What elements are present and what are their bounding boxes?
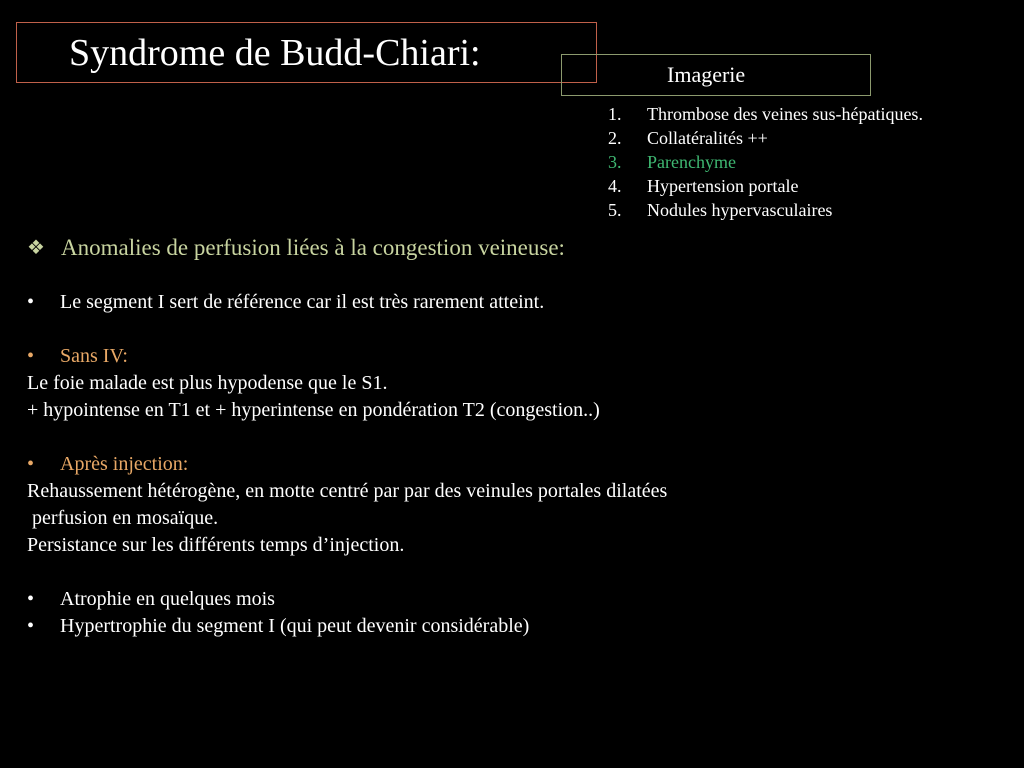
bullet-dot-icon: • — [27, 291, 35, 313]
bullet-dot-icon: • — [27, 588, 35, 610]
bullet-atrophie — [27, 586, 1007, 613]
spacer — [27, 424, 1007, 451]
spacer — [27, 559, 1007, 586]
step-item-5 — [608, 198, 923, 222]
step-number: 3. — [608, 152, 622, 172]
apres-line-1: Rehaussement hétérogène, en motte centré par par des veinules portales dilatées — [27, 480, 668, 502]
sans-iv-line-2: + hypointense en T1 et + hyperintense en pondération T2 (congestion..) — [27, 399, 600, 421]
perfusion-heading — [27, 234, 1007, 262]
perfusion-heading-text: Anomalies de perfusion liées à la congestion veineuse: — [61, 235, 565, 260]
spacer — [27, 262, 1007, 289]
bullet-segment-reference — [27, 289, 1007, 316]
slide-title: Syndrome de Budd-Chiari: — [69, 32, 481, 74]
bullet-hypertrophie — [27, 613, 1007, 640]
bullet-dot-icon: • — [27, 345, 35, 367]
apres-line-3: Persistance sur les différents temps d’injection. — [27, 534, 405, 556]
slide-body — [27, 234, 1007, 640]
step-text: Hypertension portale — [647, 176, 799, 196]
bullet-apres-injection — [27, 451, 1007, 478]
step-item-4 — [608, 174, 923, 198]
step-text: Thrombose des veines sus-hépatiques. — [647, 104, 923, 124]
title-box — [16, 22, 597, 83]
bullet-text: Sans IV: — [60, 345, 128, 367]
apres-line-2: perfusion en mosaïque. — [27, 507, 219, 529]
step-text: Nodules hypervasculaires — [647, 200, 833, 220]
step-number: 4. — [608, 176, 622, 196]
step-number: 1. — [608, 104, 622, 124]
step-text: Collatéralités ++ — [647, 128, 768, 148]
bullet-sans-iv — [27, 343, 1007, 370]
bullet-dot-icon: • — [27, 453, 35, 475]
bullet-text: Le segment I sert de référence car il est très rarement atteint. — [60, 291, 545, 313]
bullet-text: Après injection: — [60, 453, 189, 475]
step-number: 2. — [608, 128, 622, 148]
step-number: 5. — [608, 200, 622, 220]
step-item-1 — [608, 102, 923, 126]
step-item-2 — [608, 126, 923, 150]
diamond-bullet-icon: ❖ — [27, 237, 45, 259]
section-label: Imagerie — [667, 62, 746, 87]
spacer — [27, 316, 1007, 343]
step-text: Parenchyme — [647, 152, 736, 172]
step-item-3-active — [608, 150, 923, 174]
bullet-text: Atrophie en quelques mois — [60, 588, 275, 610]
section-label-box — [561, 54, 871, 96]
sans-iv-line-1: Le foie malade est plus hypodense que le S1. — [27, 372, 388, 394]
bullet-dot-icon: • — [27, 615, 35, 637]
imaging-steps-list — [608, 102, 923, 222]
bullet-text: Hypertrophie du segment I (qui peut devenir considérable) — [60, 615, 530, 637]
